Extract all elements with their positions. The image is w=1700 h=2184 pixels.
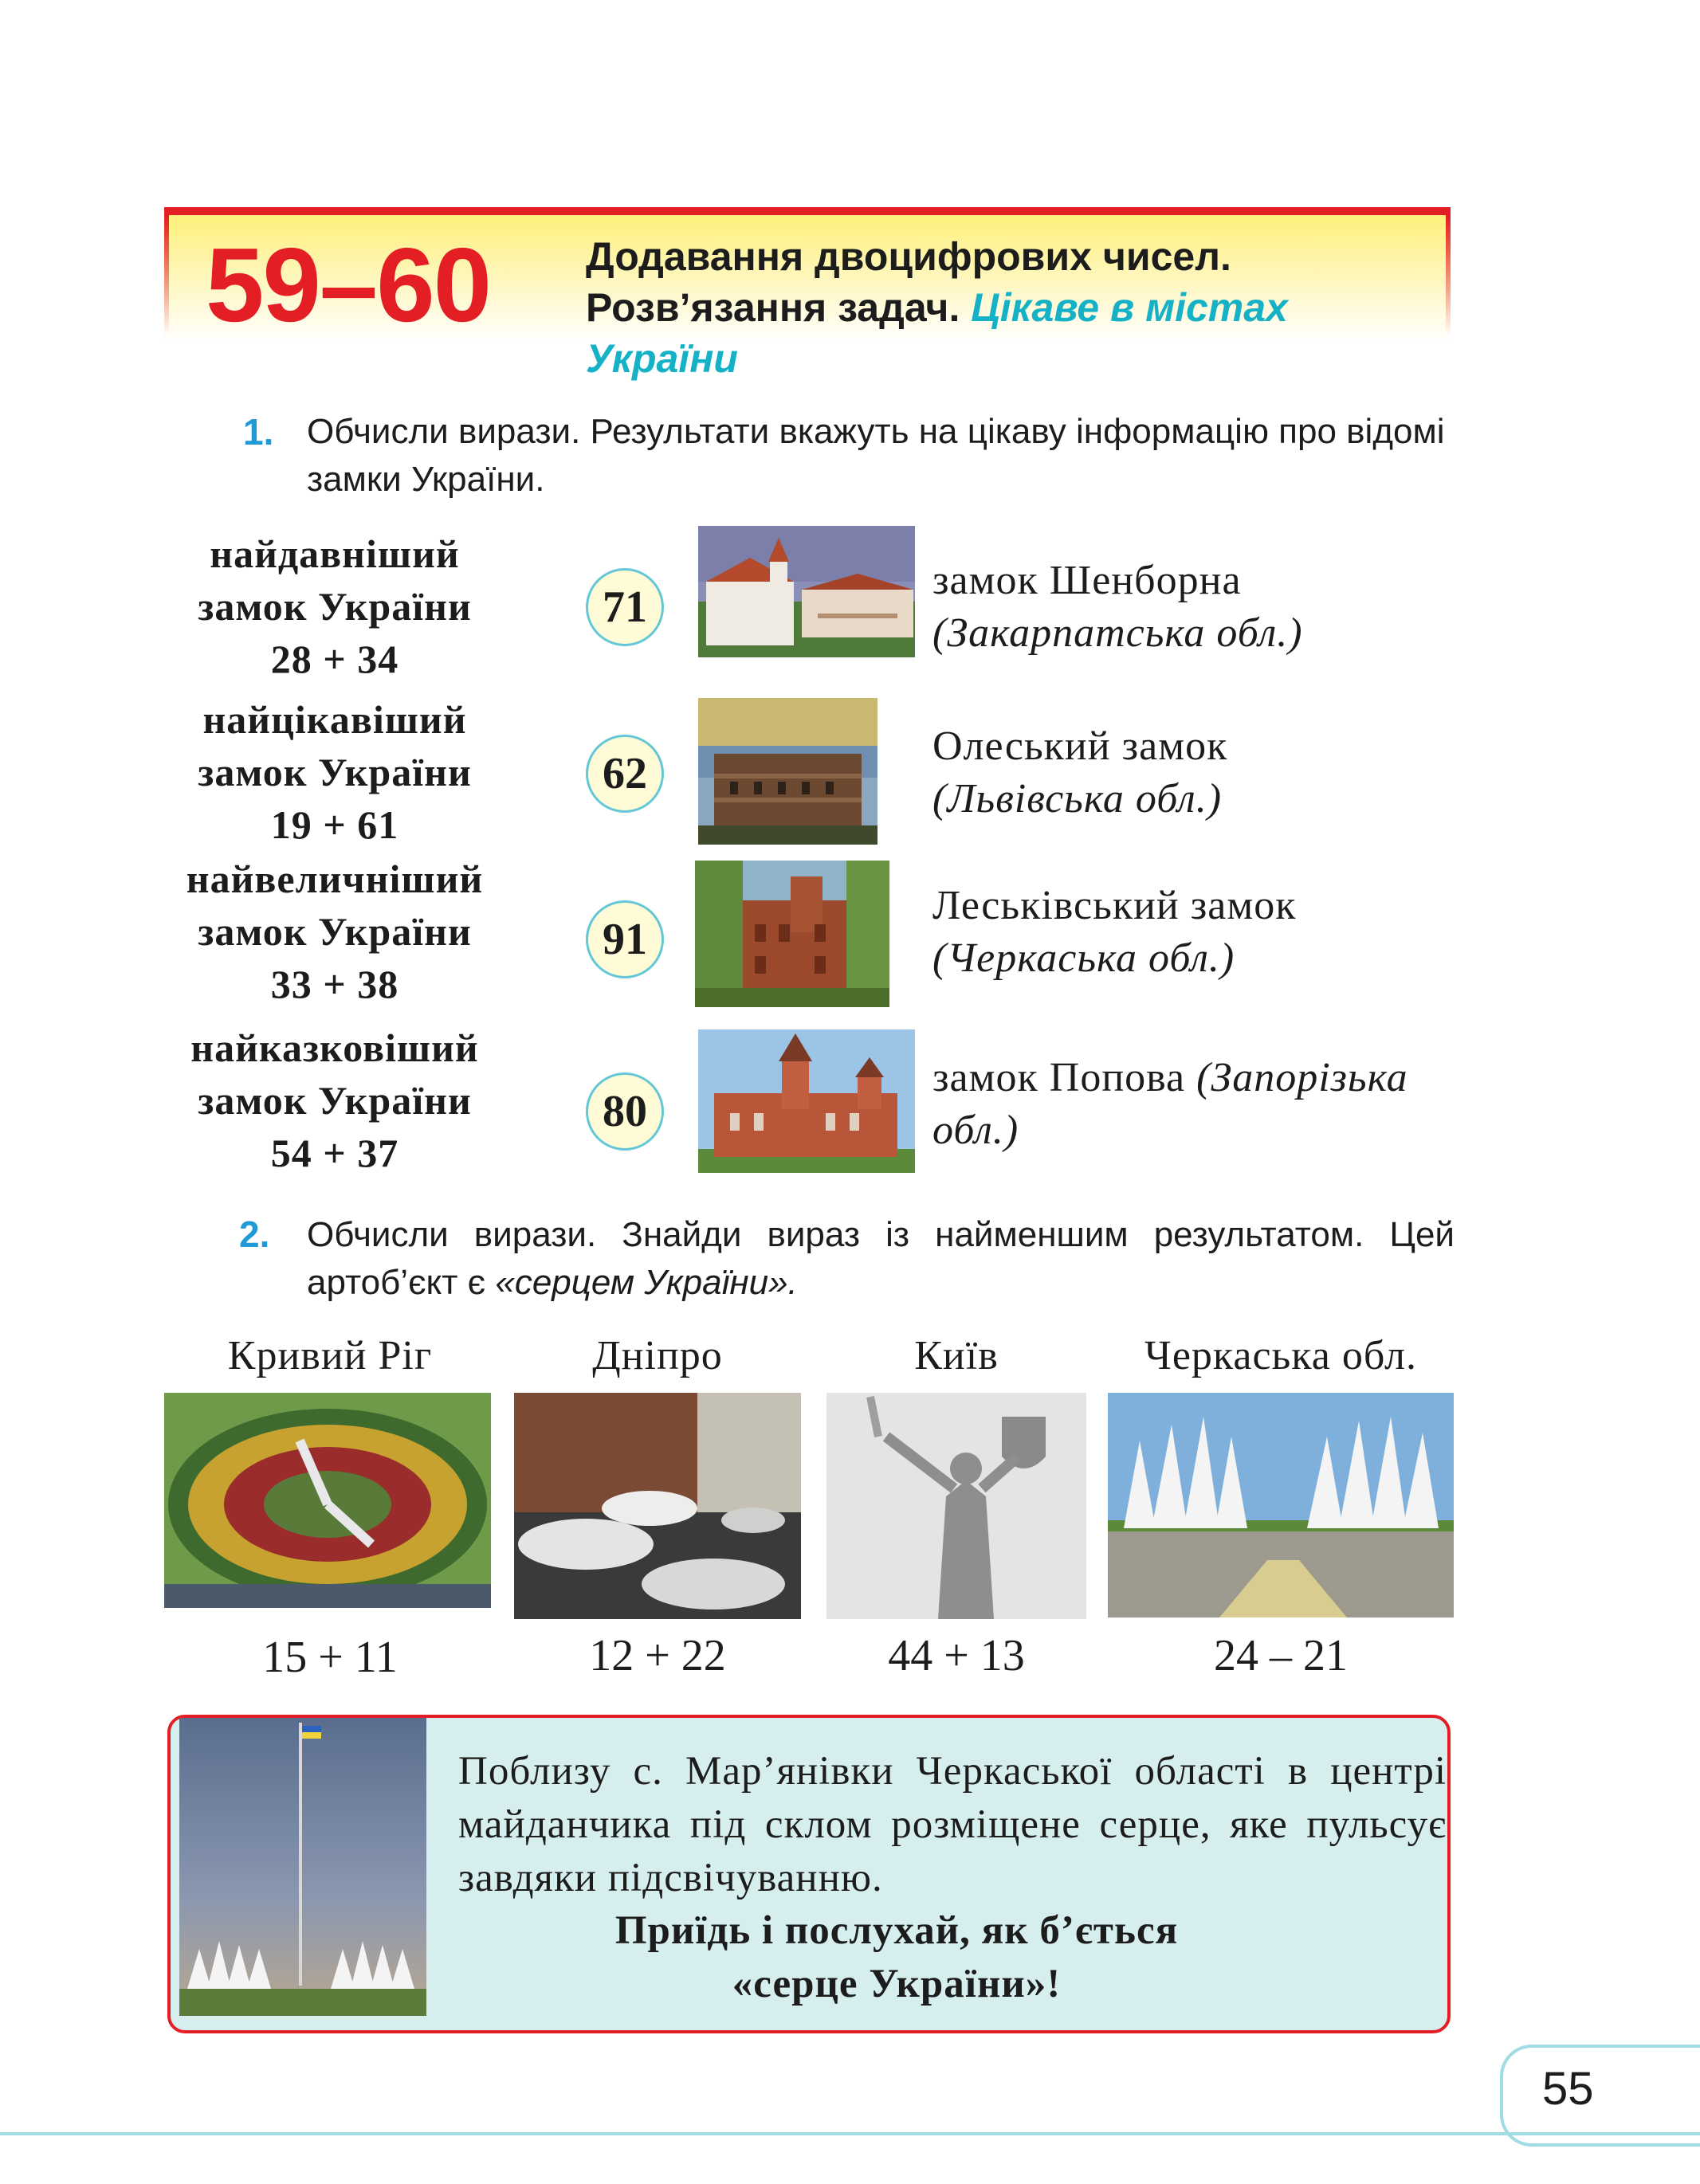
city-expression: 15 + 11	[262, 1633, 398, 1682]
task-2-number: 2.	[239, 1214, 270, 1255]
schonborn-castle-photo	[698, 526, 915, 657]
castle-row	[159, 526, 1466, 685]
title-line1: Додавання двоцифрових чисел.	[586, 234, 1231, 279]
castle-description: найказковіший замок України 54 + 37	[183, 1021, 486, 1179]
castle-name: замок Попова (Запорізька обл.)	[932, 1055, 1408, 1153]
leskivsky-castle-photo	[695, 861, 889, 1007]
olesko-castle-photo	[698, 698, 877, 845]
castle-expression: 33 + 38	[270, 962, 399, 1006]
task-1-number: 1.	[243, 411, 274, 453]
castle-expression: 54 + 37	[270, 1131, 399, 1175]
city-expression: 24 – 21	[1214, 1631, 1348, 1680]
city-expression: 44 + 13	[888, 1631, 1025, 1680]
castle-row	[159, 1023, 1466, 1182]
title-accent: Цікаве в містах України	[586, 285, 1288, 381]
flower-clock-photo	[164, 1393, 491, 1608]
page-number: 55	[1542, 2063, 1594, 2115]
castle-description: найцікавіший замок України 19 + 61	[183, 693, 486, 851]
castle-expression: 28 + 34	[270, 637, 399, 681]
dnipro-art-object-photo	[514, 1393, 801, 1619]
city-expression: 12 + 22	[589, 1631, 726, 1680]
task-2-text: Обчисли вирази. Знайди вираз із найменшим результатом. Цей артоб’єкт є «серцем України».	[307, 1215, 1455, 1302]
heart-of-ukraine-photo	[1108, 1393, 1454, 1617]
info-call-to-action: Приїдь і послухай, як б’ється «серце України»!	[614, 1908, 1179, 2006]
city-label: Київ	[914, 1333, 999, 1378]
flagpole-monument-photo	[179, 1718, 426, 2016]
answer-badge: 80	[586, 1072, 664, 1151]
popov-castle-photo	[698, 1029, 915, 1173]
bottom-divider	[0, 2132, 1700, 2135]
motherland-monument-photo	[826, 1393, 1086, 1619]
title-line2: Розв’язання задач. Цікаве в містах України	[586, 285, 1288, 381]
answer-badge: 62	[586, 735, 664, 813]
castle-name: замок Шенборна (Закарпатська обл.)	[932, 558, 1303, 656]
lesson-number: 59–60	[206, 226, 491, 343]
castle-description: найдавніший замок України 28 + 34	[183, 527, 486, 685]
castle-expression: 19 + 61	[270, 802, 399, 847]
castle-description: найвеличніший замок України 33 + 38	[183, 853, 486, 1010]
city-label: Кривий Ріг	[227, 1333, 433, 1378]
castle-row	[159, 692, 1466, 851]
info-text: Поблизу с. Мар’янівки Черкаської області в центрі майданчика під склом розміщене серце, яке пульсує завдяки підсвічуванню.	[458, 1749, 1447, 1900]
city-label: Черкаська обл.	[1144, 1333, 1417, 1378]
task-1-text: Обчисли вирази. Результати вкажуть на цікаву інформацію про відомі замки України.	[307, 412, 1445, 499]
city-label: Дніпро	[592, 1333, 723, 1378]
castle-row	[159, 857, 1466, 1017]
answer-badge: 71	[586, 568, 664, 646]
answer-badge: 91	[586, 900, 664, 978]
castle-name: Олеський замок (Львівська обл.)	[932, 723, 1228, 821]
castle-name: Леськівський замок (Черкаська обл.)	[932, 883, 1297, 981]
page-number-tab	[1500, 2045, 1700, 2147]
lesson-title	[586, 231, 1447, 384]
